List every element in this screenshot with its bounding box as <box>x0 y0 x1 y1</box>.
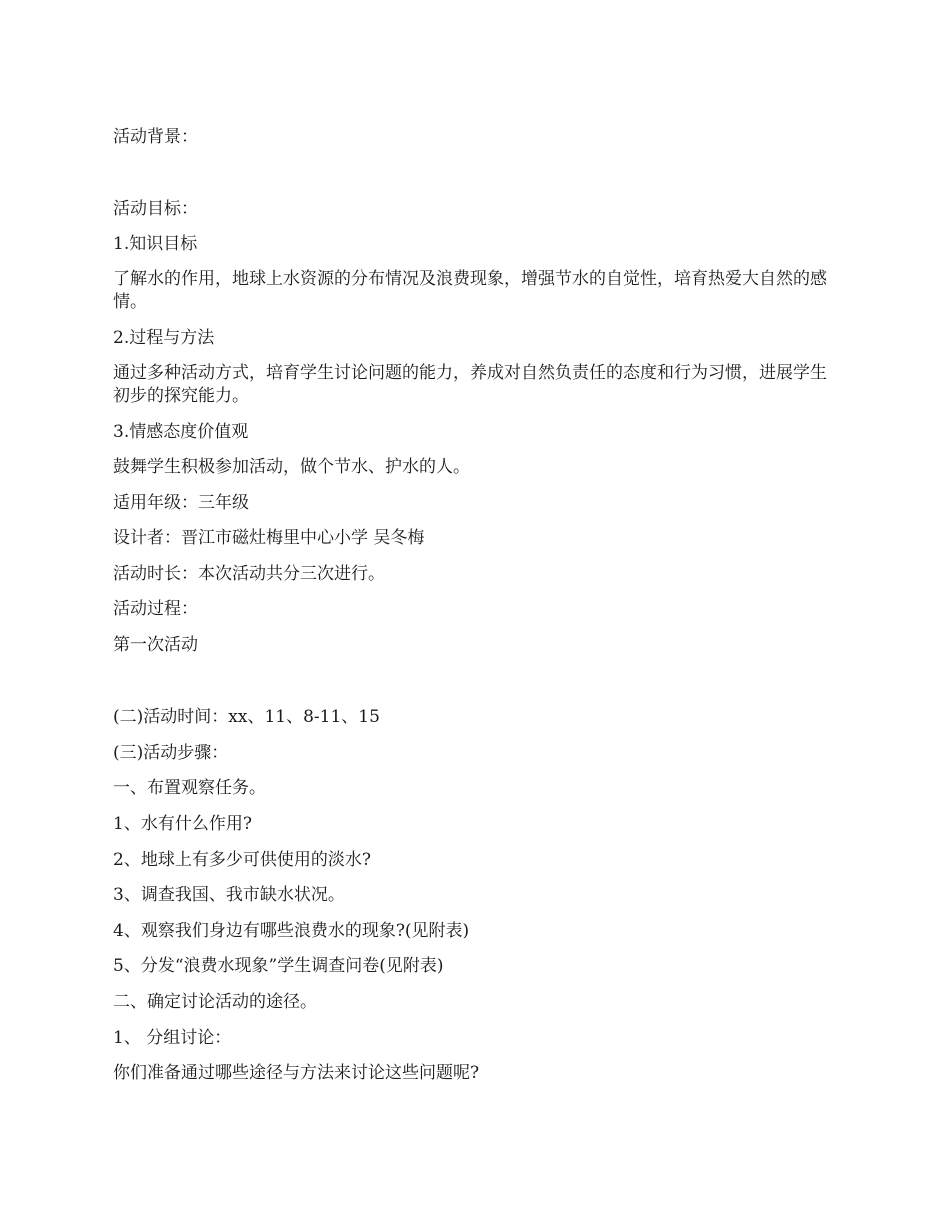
list-item: 1、 分组讨论： <box>113 1028 232 1048</box>
step-two-heading: 二、确定讨论活动的途径。 <box>113 992 317 1012</box>
first-activity-heading: 第一次活动 <box>113 635 198 655</box>
list-item: 4、观察我们身边有哪些浪费水的现象?(见附表) <box>113 921 470 941</box>
goal-process-text: 通过多种活动方式，培育学生讨论问题的能力，养成对自然负责任的态度和行为习惯，进展学生初步的探究能力。 <box>113 363 827 406</box>
list-item: 1、水有什么作用? <box>113 814 252 834</box>
duration-line: 活动时长：本次活动共分三次进行。 <box>113 564 385 584</box>
step-one-heading: 一、布置观察任务。 <box>113 778 266 798</box>
designer-line: 设计者：晋江市磁灶梅里中心小学 吴冬梅 <box>113 528 425 548</box>
list-item: 3、调查我国、我市缺水状况。 <box>113 885 345 905</box>
goal-process-title: 2.过程与方法 <box>113 328 215 348</box>
goal-knowledge-title: 1.知识目标 <box>113 234 198 254</box>
goal-knowledge-text: 了解水的作用，地球上水资源的分布情况及浪费现象，增强节水的自觉性，培育热爱大自然的感情。 <box>113 269 827 312</box>
list-item: 5、分发“浪费水现象”学生调查问卷(见附表) <box>113 956 444 976</box>
goal-emotion-title: 3.情感态度价值观 <box>113 422 249 442</box>
goal-emotion-text: 鼓舞学生积极参加活动，做个节水、护水的人。 <box>113 457 470 477</box>
activity-time-line: (二)活动时间：xx、11、8-11、15 <box>113 707 380 727</box>
activity-steps-heading: (三)活动步骤： <box>113 743 229 763</box>
closing-question: 你们准备通过哪些途径与方法来讨论这些问题呢? <box>113 1063 480 1083</box>
heading-goals: 活动目标： <box>113 199 198 219</box>
heading-background: 活动背景： <box>113 127 198 147</box>
list-item: 2、地球上有多少可供使用的淡水? <box>113 850 371 870</box>
process-heading: 活动过程： <box>113 599 198 619</box>
grade-line: 适用年级：三年级 <box>113 493 249 513</box>
